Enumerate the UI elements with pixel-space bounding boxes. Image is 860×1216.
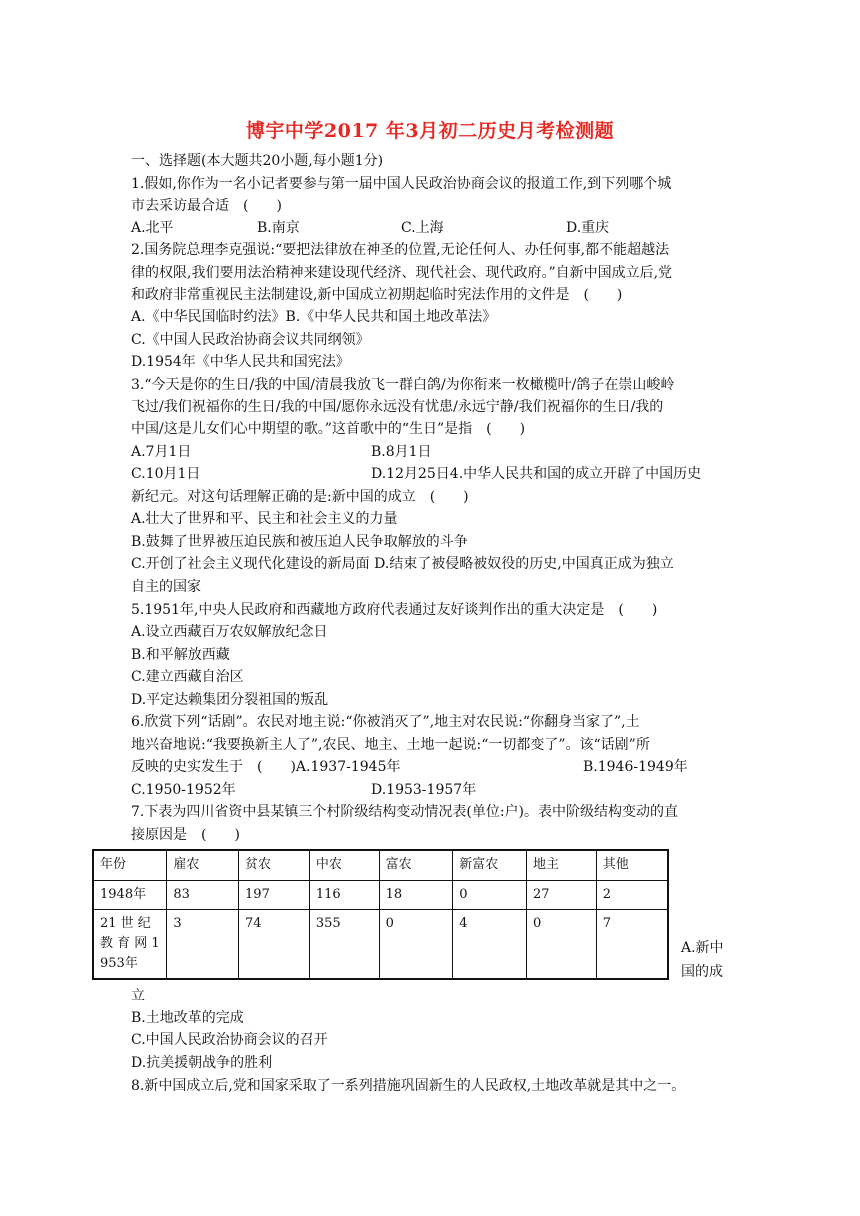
table-cell: 3	[167, 909, 239, 979]
q7-option-a-part1: A.新中	[681, 940, 724, 956]
q6-stem-with-option-a: 反映的史实发生于 ( )A.1937-1945年	[131, 759, 401, 775]
table-cell: 0	[526, 909, 596, 979]
q5-option-b: B.和平解放西藏	[131, 647, 230, 663]
section-heading: 一、选择题(本大题共20小题,每小题1分)	[131, 153, 384, 169]
table-cell: 0	[379, 909, 453, 979]
table-cell: 83	[167, 880, 239, 909]
table-cell: 197	[239, 880, 310, 909]
q2-stem-line2: 律的权限,我们要用法治精神来建设现代经济、现代社会、现代政府。”自新中国成立后,党	[131, 265, 673, 281]
table-header-cell: 富农	[379, 850, 453, 880]
table-cell: 116	[309, 880, 379, 909]
table-header-cell: 雇农	[167, 850, 239, 880]
table-cell: 0	[453, 880, 527, 909]
q3-options-ab	[131, 442, 432, 462]
table-header-cell: 年份	[93, 850, 167, 880]
q8-stem-line1: 8.新中国成立后,党和国家采取了一系列措施巩固新生的人民政权,土地改革就是其中之一。	[131, 1078, 686, 1094]
q2-options-ab: A.《中华民国临时约法》B.《中华人民共和国土地改革法》	[131, 309, 497, 325]
table-cell: 355	[309, 909, 379, 979]
table-row	[93, 909, 668, 979]
table-header-cell: 新富农	[453, 850, 527, 880]
q5-stem: 5.1951年,中央人民政府和西藏地方政府代表通过友好谈判作出的重大决定是 ( )	[131, 602, 658, 618]
table-cell: 2	[596, 880, 668, 909]
q5-option-d: D.平定达赖集团分裂祖国的叛乱	[131, 692, 329, 708]
table-row	[93, 880, 668, 909]
q6-option-b: B.1946-1949年	[583, 759, 688, 775]
class-structure-table	[92, 849, 669, 980]
q4-stem-line2: 新纪元。对这句话理解正确的是:新中国的成立 ( )	[131, 489, 469, 505]
q3-stem-line1: 3.“今天是你的生日/我的中国/清晨我放飞一群白鸽/为你衔来一枚橄榄叶/鸽子在崇山峻岭	[131, 377, 675, 393]
page-title: 博宇中学2017 年3月初二历史月考检测题	[245, 120, 615, 142]
table-cell: 74	[239, 909, 310, 979]
q1-stem-line2: 市去采访最合适 ( )	[131, 198, 282, 214]
q6-stem-line1: 6.欣赏下列“话剧”。农民对地主说:“你被消灭了”,地主对农民说:“你翻身当家了”,土	[131, 714, 640, 730]
q2-stem-line1: 2.国务院总理李克强说:“要把法律放在神圣的位置,无论任何人、办任何事,都不能超越法	[131, 242, 670, 258]
table-header-cell: 其他	[596, 850, 668, 880]
q5-option-a: A.设立西藏百万农奴解放纪念日	[131, 624, 328, 640]
q1-option-c: C.上海	[401, 220, 444, 236]
q1-options	[131, 218, 610, 238]
table-cell: 27	[526, 880, 596, 909]
q6-stem-line3	[131, 757, 688, 777]
q7-stem-line1: 7.下表为四川省资中县某镇三个村阶级结构变动情况表(单位:户)。表中阶级结构变动的直	[131, 804, 678, 820]
q3-option-a: A.7月1日	[131, 444, 192, 460]
table-cell: 4	[453, 909, 527, 979]
q4-options-cd-cont: 自主的国家	[131, 579, 201, 595]
table-header-cell: 地主	[526, 850, 596, 880]
q6-option-c: C.1950-1952年	[131, 782, 236, 798]
q7-option-c: C.中国人民政治协商会议的召开	[131, 1032, 328, 1048]
q4-options-cd: C.开创了社会主义现代化建设的新局面 D.结束了被侵略被奴役的历史,中国真正成为独立	[131, 556, 674, 572]
q3-option-b: B.8月1日	[371, 444, 432, 460]
q1-option-a: A.北平	[131, 220, 174, 236]
table-cell: 7	[596, 909, 668, 979]
q4-option-a: A.壮大了世界和平、民主和社会主义的力量	[131, 511, 398, 527]
table-cell: 18	[379, 880, 453, 909]
q3-option-c: C.10月1日	[131, 466, 201, 482]
table-header-row	[93, 850, 668, 880]
table-header-cell: 中农	[309, 850, 379, 880]
q7-option-a-part2: 国的成	[681, 964, 723, 980]
q7-stem-line2: 接原因是 ( )	[131, 827, 240, 843]
q1-option-b: B.南京	[257, 220, 300, 236]
q7-option-a-part3: 立	[131, 988, 145, 1004]
q7-option-b: B.土地改革的完成	[131, 1010, 244, 1026]
q1-option-d: D.重庆	[566, 220, 610, 236]
q3-stem-line3: 中国/这是儿女们心中期望的歌。”这首歌中的“生日”是指 ( )	[131, 421, 526, 437]
table-cell: 21 世 纪 教 育 网 1953年	[93, 909, 167, 979]
table-header-cell: 贫农	[239, 850, 310, 880]
q6-options-cd	[131, 780, 477, 800]
q6-stem-line2: 地兴奋地说:“我要换新主人了”,农民、地主、土地一起说:“一切都变了”。该“话剧”所	[131, 737, 650, 753]
table-cell: 1948年	[93, 880, 167, 909]
q2-option-c: C.《中国人民政治协商会议共同纲领》	[131, 332, 370, 348]
q2-stem-line3: 和政府非常重视民主法制建设,新中国成立初期起临时宪法作用的文件是 ( )	[131, 287, 623, 303]
q3-stem-line2: 飞过/我们祝福你的生日/我的中国/愿你永远没有忧患/永远宁静/我们祝福你的生日/我的	[131, 399, 664, 415]
q5-option-c: C.建立西藏自治区	[131, 669, 244, 685]
q2-option-d: D.1954年《中华人民共和国宪法》	[131, 354, 350, 370]
q6-option-d: D.1953-1957年	[371, 782, 477, 798]
q1-stem-line1: 1.假如,你作为一名小记者要参与第一届中国人民政治协商会议的报道工作,到下列哪个城	[131, 176, 672, 192]
q4-option-b: B.鼓舞了世界被压迫民族和被压迫人民争取解放的斗争	[131, 534, 468, 550]
q3-options-cd	[131, 464, 702, 484]
q3-option-d-and-q4-stem: D.12月25日4.中华人民共和国的成立开辟了中国历史	[371, 466, 702, 482]
q7-option-d: D.抗美援朝战争的胜利	[131, 1055, 273, 1071]
